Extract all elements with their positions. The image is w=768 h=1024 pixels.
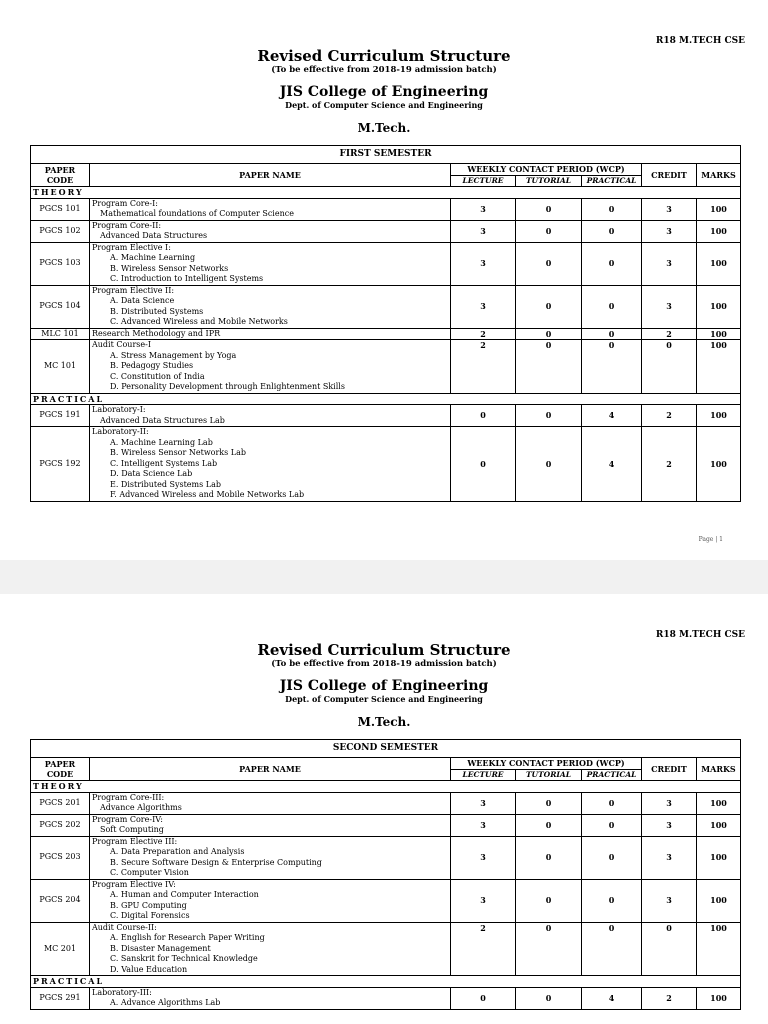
paper-name xyxy=(90,922,451,976)
doc-title: Revised Curriculum Structure xyxy=(257,641,511,659)
paper-heading: Laboratory-II: xyxy=(92,427,149,436)
col-wcp: WEEKLY CONTACT PERIOD (WCP) xyxy=(451,164,642,176)
paper-name xyxy=(90,328,451,340)
paper-heading: Audit Course-I xyxy=(92,340,151,349)
paper-option: A. Machine Learning xyxy=(110,253,196,262)
paper-name xyxy=(90,220,451,242)
col-credit: CREDIT xyxy=(642,758,697,781)
marks-value: 100 xyxy=(697,792,741,814)
paper-name xyxy=(90,285,451,328)
paper-name xyxy=(90,427,451,502)
paper-name xyxy=(90,405,451,427)
paper-option: C. Computer Vision xyxy=(110,868,189,877)
tutorial-value: 0 xyxy=(516,814,582,836)
practical-value: 0 xyxy=(582,198,642,220)
col-paper-name: PAPER NAME xyxy=(90,758,451,781)
practical-value: 0 xyxy=(582,340,642,394)
program-name: M.Tech. xyxy=(357,715,411,729)
col-tutorial: TUTORIAL xyxy=(516,175,582,187)
paper-option: B. Pedagogy Studies xyxy=(110,361,194,370)
section-row xyxy=(31,393,741,405)
credit-value: 0 xyxy=(642,340,697,394)
paper-option: D. Value Education xyxy=(110,964,188,974)
tutorial-value: 0 xyxy=(516,328,582,340)
practical-value: 0 xyxy=(582,879,642,922)
col-practical: PRACTICAL xyxy=(582,175,642,187)
lecture-value: 3 xyxy=(451,220,516,242)
lecture-value: 3 xyxy=(451,879,516,922)
paper-name xyxy=(90,242,451,285)
paper-heading: Audit Course-II: xyxy=(92,922,157,932)
paper-code: PGCS 101 xyxy=(31,198,90,220)
paper-option: Advanced Data Structures xyxy=(100,231,208,240)
col-tutorial: TUTORIAL xyxy=(516,769,582,781)
paper-code: MLC 101 xyxy=(31,328,90,340)
sem1-table xyxy=(30,145,741,502)
tutorial-value: 0 xyxy=(516,220,582,242)
lecture-value: 0 xyxy=(451,987,516,1009)
lecture-value: 3 xyxy=(451,242,516,285)
course-row xyxy=(31,836,741,879)
col-credit: CREDIT xyxy=(642,164,697,187)
paper-heading: Research Methodology and IPR xyxy=(92,328,221,338)
course-row xyxy=(31,220,741,242)
credit-value: 2 xyxy=(642,427,697,502)
credit-value: 3 xyxy=(642,836,697,879)
course-row xyxy=(31,987,741,1009)
paper-code: PGCS 291 xyxy=(31,987,90,1009)
paper-heading: Program Elective IV: xyxy=(92,879,176,889)
lecture-value: 3 xyxy=(451,792,516,814)
credit-value: 0 xyxy=(642,922,697,976)
marks-value: 100 xyxy=(697,879,741,922)
paper-option: A. English for Research Paper Writing xyxy=(110,933,265,942)
paper-name xyxy=(90,792,451,814)
tutorial-value: 0 xyxy=(516,987,582,1009)
paper-option: Advanced Data Structures Lab xyxy=(100,415,225,425)
credit-value: 3 xyxy=(642,285,697,328)
paper-code: PGCS 104 xyxy=(31,285,90,328)
paper-option: C. Constitution of India xyxy=(110,371,205,381)
section-label: PRACTICAL xyxy=(31,976,741,988)
college-name: JIS College of Engineering xyxy=(279,678,489,694)
paper-option: A. Human and Computer Interaction xyxy=(110,890,259,899)
marks-value: 100 xyxy=(697,242,741,285)
section-label: THEORY xyxy=(31,187,741,199)
page-number: Page | 1 xyxy=(698,536,723,543)
dept-name: Dept. of Computer Science and Engineering xyxy=(285,100,483,110)
lecture-value: 3 xyxy=(451,285,516,328)
paper-code: PGCS 102 xyxy=(31,220,90,242)
credit-value: 2 xyxy=(642,987,697,1009)
college-name: JIS College of Engineering xyxy=(279,84,489,100)
tutorial-value: 0 xyxy=(516,922,582,976)
paper-option: B. Distributed Systems xyxy=(110,306,204,316)
paper-code: PGCS 192 xyxy=(31,427,90,502)
semester-title: SECOND SEMESTER xyxy=(31,740,741,758)
practical-value: 4 xyxy=(582,987,642,1009)
paper-code: MC 201 xyxy=(31,922,90,976)
course-row xyxy=(31,792,741,814)
paper-option: Soft Computing xyxy=(100,825,164,834)
paper-heading: Program Core-IV: xyxy=(92,814,163,824)
section-label: THEORY xyxy=(31,781,741,793)
paper-option: C. Advanced Wireless and Mobile Networks xyxy=(110,317,288,326)
paper-heading: Program Core-II: xyxy=(92,220,162,230)
practical-value: 0 xyxy=(582,836,642,879)
paper-option: E. Distributed Systems Lab xyxy=(110,479,221,489)
paper-heading: Laboratory-III: xyxy=(92,987,152,997)
practical-value: 0 xyxy=(582,220,642,242)
col-lecture: LECTURE xyxy=(451,175,516,187)
paper-option: D. Personality Development through Enlightenment Skills xyxy=(110,382,345,391)
credit-value: 3 xyxy=(642,242,697,285)
col-marks: MARKS xyxy=(697,164,741,187)
paper-option: F. Advanced Wireless and Mobile Networks Lab xyxy=(110,490,305,499)
paper-option: Advance Algorithms xyxy=(100,803,182,812)
paper-heading: Program Core-I: xyxy=(92,198,158,208)
tutorial-value: 0 xyxy=(516,836,582,879)
course-row xyxy=(31,242,741,285)
paper-heading: Program Elective I: xyxy=(92,242,171,252)
marks-value: 100 xyxy=(697,285,741,328)
col-paper-code: PAPER CODE xyxy=(31,164,90,187)
paper-option: A. Data Preparation and Analysis xyxy=(110,847,245,856)
paper-option: B. Disaster Management xyxy=(110,943,211,953)
paper-option: A. Stress Management by Yoga xyxy=(110,350,237,360)
practical-value: 0 xyxy=(582,328,642,340)
practical-value: 4 xyxy=(582,405,642,427)
paper-name xyxy=(90,198,451,220)
course-row xyxy=(31,405,741,427)
lecture-value: 3 xyxy=(451,814,516,836)
marks-value: 100 xyxy=(697,836,741,879)
col-paper-name: PAPER NAME xyxy=(90,164,451,187)
paper-heading: Program Core-III: xyxy=(92,792,165,802)
marks-value: 100 xyxy=(697,922,741,976)
practical-value: 0 xyxy=(582,814,642,836)
section-row xyxy=(31,781,741,793)
lecture-value: 2 xyxy=(451,340,516,394)
credit-value: 3 xyxy=(642,879,697,922)
paper-name xyxy=(90,340,451,394)
course-row xyxy=(31,814,741,836)
paper-option: D. Data Science Lab xyxy=(110,469,193,478)
program-name: M.Tech. xyxy=(357,121,411,135)
marks-value: 100 xyxy=(697,340,741,394)
practical-value: 0 xyxy=(582,242,642,285)
lecture-value: 2 xyxy=(451,922,516,976)
credit-value: 3 xyxy=(642,220,697,242)
credit-value: 2 xyxy=(642,328,697,340)
tutorial-value: 0 xyxy=(516,340,582,394)
paper-heading: Program Elective III: xyxy=(92,836,178,846)
col-practical: PRACTICAL xyxy=(582,769,642,781)
dept-name: Dept. of Computer Science and Engineering xyxy=(285,694,483,704)
lecture-value: 3 xyxy=(451,198,516,220)
paper-code: PGCS 203 xyxy=(31,836,90,879)
doc-tag: R18 M.TECH CSE xyxy=(655,36,745,46)
semester-title: FIRST SEMESTER xyxy=(31,146,741,164)
tutorial-value: 0 xyxy=(516,242,582,285)
paper-heading: Laboratory-I: xyxy=(92,405,146,414)
paper-option: B. GPU Computing xyxy=(110,900,187,910)
lecture-value: 0 xyxy=(451,405,516,427)
course-row xyxy=(31,328,741,340)
paper-option: B. Wireless Sensor Networks Lab xyxy=(110,448,247,457)
page-2 xyxy=(0,594,768,1024)
marks-value: 100 xyxy=(697,328,741,340)
paper-code: MC 101 xyxy=(31,340,90,394)
doc-subtitle: (To be effective from 2018-19 admission batch) xyxy=(271,659,497,669)
paper-code: PGCS 191 xyxy=(31,405,90,427)
practical-value: 0 xyxy=(582,285,642,328)
paper-heading: Program Elective II: xyxy=(92,285,175,295)
marks-value: 100 xyxy=(697,987,741,1009)
course-row xyxy=(31,922,741,976)
lecture-value: 2 xyxy=(451,328,516,340)
section-row xyxy=(31,187,741,199)
marks-value: 100 xyxy=(697,427,741,502)
paper-option: C. Digital Forensics xyxy=(110,911,190,920)
paper-option: B. Wireless Sensor Networks xyxy=(110,263,229,273)
page-gap xyxy=(0,560,768,594)
practical-value: 4 xyxy=(582,427,642,502)
credit-value: 2 xyxy=(642,405,697,427)
col-paper-code: PAPER CODE xyxy=(31,758,90,781)
paper-name xyxy=(90,814,451,836)
paper-option: B. Secure Software Design & Enterprise Computing xyxy=(110,857,322,867)
marks-value: 100 xyxy=(697,814,741,836)
paper-code: PGCS 202 xyxy=(31,814,90,836)
practical-value: 0 xyxy=(582,922,642,976)
paper-option: C. Intelligent Systems Lab xyxy=(110,458,218,468)
course-row xyxy=(31,879,741,922)
paper-option: C. Sanskrit for Technical Knowledge xyxy=(110,954,258,963)
marks-value: 100 xyxy=(697,198,741,220)
col-wcp: WEEKLY CONTACT PERIOD (WCP) xyxy=(451,758,642,770)
tutorial-value: 0 xyxy=(516,405,582,427)
course-row xyxy=(31,198,741,220)
section-row xyxy=(31,976,741,988)
paper-option: Mathematical foundations of Computer Science xyxy=(100,209,294,218)
paper-option: A. Machine Learning Lab xyxy=(110,437,213,447)
doc-title: Revised Curriculum Structure xyxy=(257,47,511,65)
paper-code: PGCS 204 xyxy=(31,879,90,922)
paper-code: PGCS 201 xyxy=(31,792,90,814)
paper-name xyxy=(90,879,451,922)
section-label: PRACTICAL xyxy=(31,393,741,405)
paper-name xyxy=(90,987,451,1009)
tutorial-value: 0 xyxy=(516,427,582,502)
doc-tag: R18 M.TECH CSE xyxy=(655,630,745,640)
lecture-value: 3 xyxy=(451,836,516,879)
credit-value: 3 xyxy=(642,792,697,814)
paper-option: C. Introduction to Intelligent Systems xyxy=(110,274,264,283)
paper-option: A. Data Science xyxy=(110,296,175,305)
tutorial-value: 0 xyxy=(516,879,582,922)
marks-value: 100 xyxy=(697,405,741,427)
paper-option: A. Advance Algorithms Lab xyxy=(110,998,221,1007)
course-row xyxy=(31,427,741,502)
doc-subtitle: (To be effective from 2018-19 admission batch) xyxy=(271,65,497,75)
paper-code: PGCS 103 xyxy=(31,242,90,285)
tutorial-value: 0 xyxy=(516,198,582,220)
credit-value: 3 xyxy=(642,198,697,220)
course-row xyxy=(31,285,741,328)
tutorial-value: 0 xyxy=(516,285,582,328)
course-row xyxy=(31,340,741,394)
practical-value: 0 xyxy=(582,792,642,814)
lecture-value: 0 xyxy=(451,427,516,502)
credit-value: 3 xyxy=(642,814,697,836)
col-lecture: LECTURE xyxy=(451,769,516,781)
sem2-table xyxy=(30,739,741,1010)
marks-value: 100 xyxy=(697,220,741,242)
paper-name xyxy=(90,836,451,879)
col-marks: MARKS xyxy=(697,758,741,781)
tutorial-value: 0 xyxy=(516,792,582,814)
